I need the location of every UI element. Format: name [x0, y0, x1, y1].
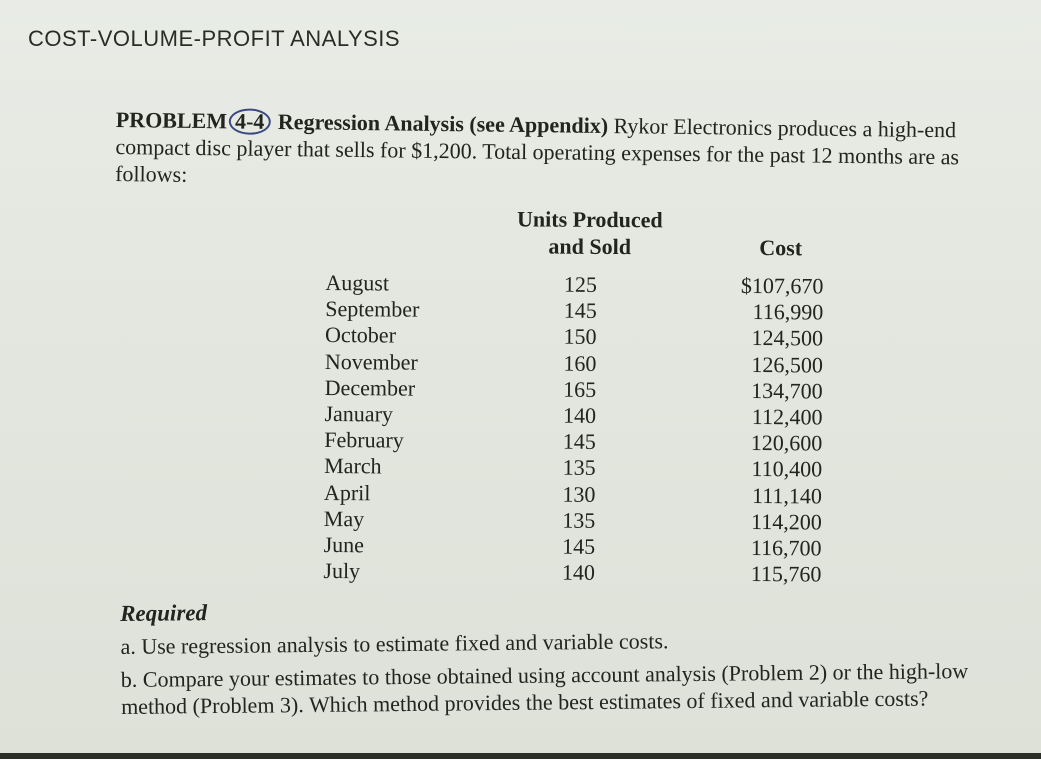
- table-row: [324, 427, 844, 457]
- problem-statement: [115, 106, 1016, 198]
- month-cell: July: [323, 558, 361, 584]
- page-edge-shadow: [0, 753, 1041, 759]
- month-cell: May: [323, 505, 365, 531]
- table-row: [325, 349, 845, 379]
- month-cell: December: [324, 374, 416, 401]
- units-cell: 135: [562, 454, 596, 481]
- table-row: [325, 322, 845, 352]
- chapter-header: COST-VOLUME-PROFIT ANALYSIS: [28, 26, 401, 51]
- cost-cell: 116,700: [750, 534, 822, 561]
- table-row: [325, 296, 845, 326]
- cost-header: Cost: [759, 235, 803, 261]
- problem-text: Rykor Electronics produces a high-end compact disc player that sells for $1,200. Total operating expenses for the past 12 months are as follows:: [115, 113, 960, 187]
- units-cell: 125: [563, 271, 598, 297]
- units-cell: 145: [562, 428, 596, 455]
- required-item-b: b. Compare your estimates to those obtained using account analysis (Problem 2) or the high-low method (Problem 3). Which method provides the best estimates of fixed and variable costs?: [120, 658, 969, 719]
- cost-cell: 120,600: [750, 430, 823, 456]
- table-row: [323, 558, 843, 588]
- cost-cell: 114,200: [751, 508, 822, 535]
- cost-cell: 115,760: [750, 561, 822, 587]
- month-cell: March: [324, 453, 382, 479]
- cost-cell: 126,500: [751, 351, 823, 378]
- month-cell: June: [323, 531, 365, 558]
- problem-title: Regression Analysis (see Appendix): [277, 108, 609, 139]
- table-row: [325, 270, 845, 300]
- table-rows: [323, 270, 845, 588]
- units-header: Units Produced and Sold: [516, 206, 663, 260]
- table-row: [324, 453, 844, 483]
- month-cell: October: [324, 322, 397, 348]
- cost-cell: 116,990: [752, 299, 824, 325]
- units-cell: 130: [562, 481, 596, 507]
- month-cell: January: [324, 400, 394, 427]
- cost-cell: 124,500: [751, 325, 824, 351]
- table-row: [324, 479, 844, 509]
- problem-number-circled: 4-4: [229, 108, 271, 135]
- cost-table: [323, 204, 846, 587]
- cost-cell: 110,400: [751, 456, 823, 482]
- cost-cell: 111,140: [752, 482, 823, 508]
- units-cell: 165: [563, 376, 597, 402]
- units-cell: 140: [562, 402, 597, 428]
- cost-cell: 134,700: [751, 377, 823, 404]
- table-row: [324, 532, 844, 562]
- month-cell: August: [325, 269, 390, 296]
- required-item-a: a. Use regression analysis to estimate fixed and variable costs.: [120, 628, 669, 659]
- table-row: [325, 375, 845, 405]
- units-cell: 135: [562, 507, 596, 533]
- cost-cell: $107,670: [740, 272, 824, 299]
- problem-label: PROBLEM: [115, 106, 228, 134]
- units-cell: 145: [562, 533, 596, 559]
- units-cell: 160: [563, 350, 597, 376]
- month-cell: November: [324, 348, 418, 375]
- units-cell: 145: [563, 297, 597, 324]
- required-title: Required: [120, 600, 208, 626]
- month-cell: September: [325, 296, 420, 322]
- cost-cell: 112,400: [751, 403, 823, 430]
- table-row: [324, 506, 844, 536]
- table-row: [324, 401, 844, 431]
- month-cell: February: [324, 427, 404, 453]
- units-cell: 140: [561, 559, 596, 585]
- required-section: [120, 591, 1001, 720]
- units-cell: 150: [563, 324, 597, 350]
- month-cell: April: [323, 479, 371, 505]
